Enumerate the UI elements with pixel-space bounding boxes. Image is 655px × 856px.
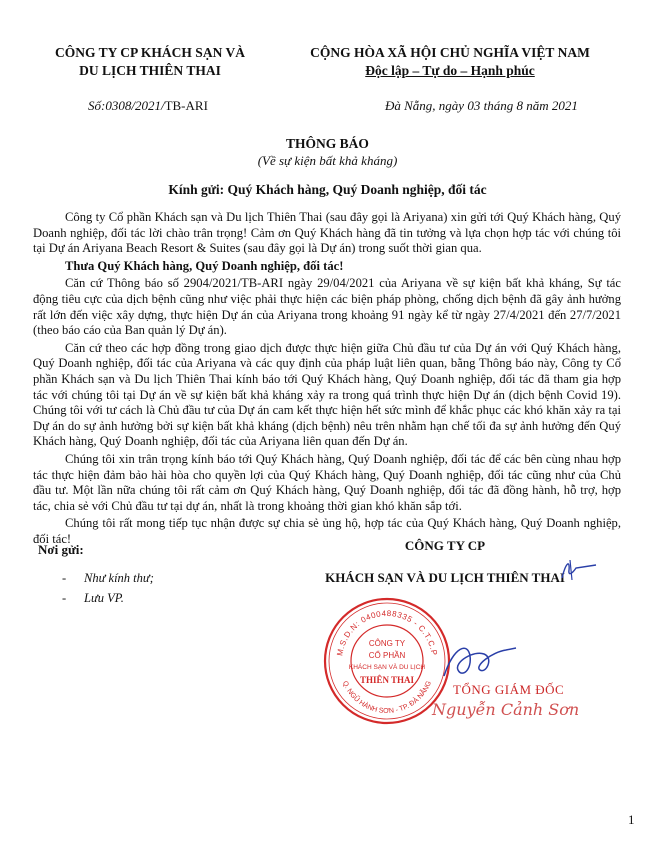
document-title: THÔNG BÁO — [286, 136, 369, 151]
document-subtitle: (Về sự kiện bất khả kháng) — [257, 153, 398, 168]
svg-text:THIÊN THAI: THIÊN THAI — [359, 675, 415, 685]
company-name-line2: DU LỊCH THIÊN THAI — [79, 63, 221, 78]
recipient-item: - Như kính thư; — [62, 571, 154, 585]
nation-name: CỘNG HÒA XÃ HỘI CHỦ NGHĨA VIỆT NAM — [310, 45, 590, 60]
svg-text:KHÁCH SẠN VÀ DU LỊCH: KHÁCH SẠN VÀ DU LỊCH — [348, 664, 426, 671]
greeting: Kính gửi: Quý Khách hàng, Quý Doanh nghiệp, đối tác — [168, 182, 487, 197]
recipients-label: Nơi gửi: — [38, 542, 84, 557]
document-date: Đà Nẵng, ngày 03 tháng 8 năm 2021 — [385, 98, 578, 113]
svg-text:CÔNG TY: CÔNG TY — [368, 639, 406, 648]
signatory-company-line2: KHÁCH SẠN VÀ DU LỊCH THIÊN THAI — [325, 570, 565, 585]
document-body — [33, 210, 621, 549]
paragraph: Căn cứ theo các hợp đồng trong giao dịch được thực hiện giữa Chủ đầu tư của Dự án với Quý Khách hàng, Quý Doanh nghiệp, đối tác của Ariyana và các quy định của pháp luật liên quan, bằng Thông báo này, Công ty Cổ phần Khách sạn và Du lịch Thiên Thai kính báo tới Quý Khách hàng, Quý Doanh nghiệp, đối tác đã tham gia hợp tác với chúng tôi tại Dự án về sự kiện bất khả kháng xảy ra trong quá trình thực hiện Dự án (dịch bệnh Covid 19). Chúng tôi với tư cách là Chủ đầu tư của Dự án cam kết thực hiện hết sức mình để khắc phục các khó khăn xảy ra tại Dự án do sự ảnh hưởng bởi sự kiện bất khả kháng (dịch bệnh) nêu trên nhằm hạn chế tối đa sự ảnh hưởng đến Quý Khách hàng, Quý Doanh nghiệp, đối tác của Ariyana liên quan đến Dự án. — [33, 340, 621, 449]
svg-text:M.S.D.N: 0400488335 - C.T.C.P: M.S.D.N: 0400488335 - C.T.C.P — [335, 608, 439, 657]
signatory-company-line1: CÔNG TY CP — [404, 538, 486, 553]
recipients-list — [62, 568, 154, 608]
paragraph: Công ty Cổ phần Khách sạn và Du lịch Thiên Thai (sau đây gọi là Ariyana) xin gửi tới Quý Khách hàng, Quý Doanh nghiệp, đối tác lời chào trân trọng! Cảm ơn Quý Khách hàng đã tin tưởng và lựa chọn hợp tác với chúng tôi tại Dự án Ariyana Beach Resort & Suites (sau đây gọi là Dự án) trong suốt thời gian qua. — [33, 210, 621, 256]
document-number — [88, 98, 208, 114]
document-number-prefix: Số:0308/2021/ — [88, 98, 165, 113]
national-motto: Độc lập – Tự do – Hạnh phúc — [365, 63, 535, 78]
signer-name: Nguyễn Cảnh Sơn — [432, 700, 580, 719]
paragraph: Chúng tôi xin trân trọng kính báo tới Quý Khách hàng, Quý Doanh nghiệp, đối tác để các bên cùng nhau hợp tác thực hiện đảm bảo hài hòa cho quyền lợi của Quý Khách hàng, Quý Doanh nghiệp, đối tác cũng như của Chủ đầu tư. Một lần nữa chúng tôi rất cảm ơn Quý Khách hàng, Quý Doanh nghiệp, đối tác đã đồng hành, hỗ trợ, hợp tác, chia sẻ với Chủ đầu tư tại dự án, nhất là trong khoảng thời gian khó khăn sắp tới. — [33, 451, 621, 513]
document-number-suffix: TB-ARI — [164, 98, 208, 113]
svg-text:Q. NGŨ HÀNH SƠN - TP. ĐÀ NẴNG: Q. NGŨ HÀNH SƠN - TP. ĐÀ NẴNG — [340, 680, 434, 716]
national-header — [270, 44, 630, 80]
paragraph: Chúng tôi rất mong tiếp tục nhận được sự chia sẻ ủng hộ, hợp tác của Quý Khách hàng, Quý Doanh nghiệp, đối tác! — [33, 516, 621, 546]
page-number: 1 — [628, 812, 635, 827]
salutation: Thưa Quý Khách hàng, Quý Doanh nghiệp, đối tác! — [65, 258, 344, 273]
company-header — [30, 44, 270, 80]
recipient-item: - Lưu VP. — [62, 591, 124, 605]
initial-signature-mark — [556, 556, 604, 582]
signer-title: TỔNG GIÁM ĐỐC — [453, 682, 565, 697]
signature-icon — [440, 640, 520, 684]
paragraph: Căn cứ Thông báo số 2904/2021/TB-ARI ngày 29/04/2021 của Ariyana về sự kiện bất khả kháng, Sự tác động tiêu cực của dịch bệnh cũng như việc phải thực hiện các biện pháp phòng, chống dịch bệnh đã gây ảnh hưởng rất lớn đến việc xây dựng, thực hiện Dự án của Ariyana trong khoảng 91 ngày kể từ ngày 27/4/2021 đến 27/7/2021 (theo báo cáo của Ban quản lý Dự án). — [33, 276, 621, 338]
svg-text:CỔ PHẦN: CỔ PHẦN — [368, 651, 406, 660]
company-name-line1: CÔNG TY CP KHÁCH SẠN VÀ — [55, 45, 245, 60]
